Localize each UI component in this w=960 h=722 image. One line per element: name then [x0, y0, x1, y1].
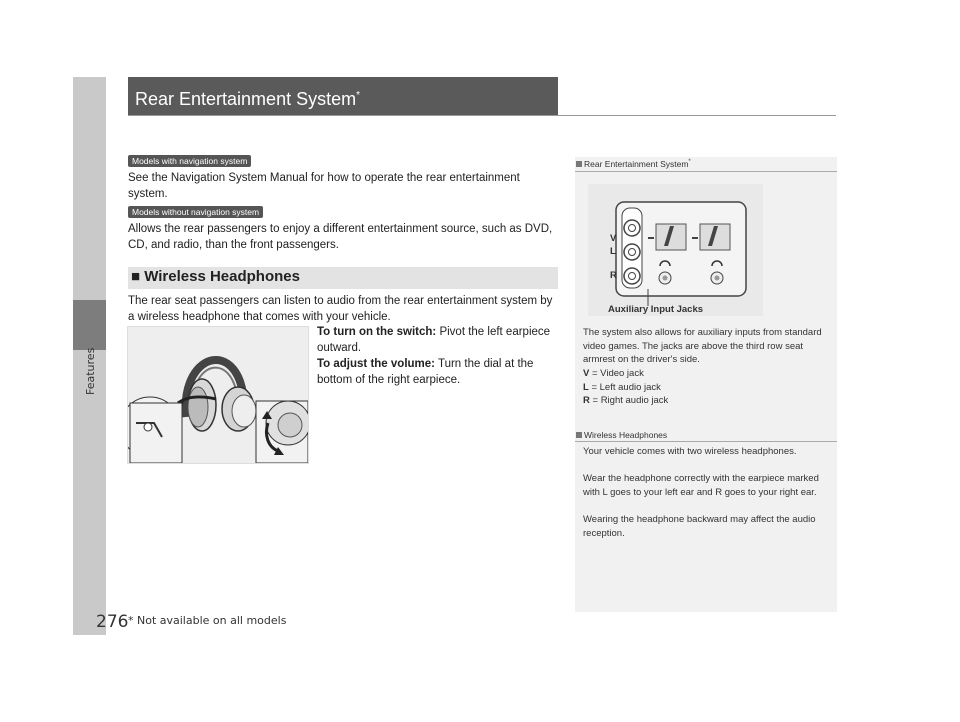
legend-item-video: V = Video jack — [583, 368, 644, 379]
jack-label-r: R — [610, 270, 617, 281]
legend-item-left: L = Left audio jack — [583, 381, 661, 393]
note-text-headphones-1: Your vehicle comes with two wireless headphones. — [583, 446, 797, 457]
jack-label-v: V — [610, 233, 617, 244]
tag-models-without-navigation: Models without navigation system — [128, 206, 263, 218]
note-text-headphones-2: Wear the headphone correctly with the earpiece marked with L goes to your left ear and R goes to your right ear. — [583, 473, 819, 498]
headphone-illustration — [127, 326, 309, 464]
paragraph-without-navigation: Allows the rear passengers to enjoy a different entertainment source, such as DVD, CD, and radio, than the front passengers. — [128, 223, 553, 251]
page-title: Rear Entertainment System* — [135, 89, 360, 109]
jack-label-l: L — [610, 246, 616, 257]
tag-models-with-navigation: Models with navigation system — [128, 155, 251, 167]
note-rule — [575, 171, 837, 172]
instruction-switch: To turn on the switch: Pivot the left earpiece outward. — [317, 326, 551, 354]
paragraph-headphones: The rear seat passengers can listen to audio from the rear entertainment system by a wireless headphone that comes with your vehicle. — [128, 295, 553, 323]
section-marker: ■ — [131, 268, 141, 285]
note-text-auxiliary: The system also allows for auxiliary inputs from standard video games. The jacks are above the third row seat armrest on the driver's side. — [583, 327, 822, 365]
footnote: * Not available on all models — [128, 614, 287, 627]
jack-legend — [583, 367, 828, 408]
note-marker-icon — [576, 161, 582, 167]
chapter-side-tab-marker — [73, 300, 106, 350]
note-heading-wireless-headphones: Wireless Headphones — [576, 430, 667, 440]
page-number: 276 — [96, 612, 129, 632]
instruction-volume: To adjust the volume: Turn the dial at the bottom of the right earpiece. — [317, 358, 534, 386]
title-rule — [128, 115, 836, 116]
note-text-headphones-3: Wearing the headphone backward may affect the audio reception. — [583, 514, 816, 539]
note-rule — [575, 441, 837, 442]
legend-item-right: R = Right audio jack — [583, 395, 669, 406]
paragraph-navigation: See the Navigation System Manual for how to operate the rear entertainment system. — [128, 172, 520, 200]
note-heading-rear-entertainment: Rear Entertainment System* — [576, 159, 691, 169]
section-heading: ■ Wireless Headphones — [131, 268, 300, 285]
chapter-label: Features — [84, 347, 97, 395]
figure-caption: Auxiliary Input Jacks — [608, 304, 704, 315]
note-marker-icon — [576, 432, 582, 438]
